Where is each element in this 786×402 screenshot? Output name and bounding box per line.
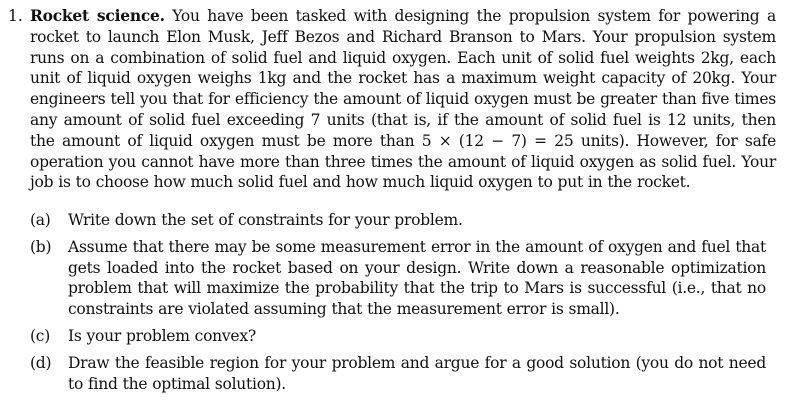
part-a-text: Write down the set of constraints for your problem.	[68, 211, 463, 229]
problem-statement	[30, 6, 776, 193]
problem-number: 1.	[8, 7, 23, 25]
part-d-label: (d)	[30, 353, 52, 372]
problem-title: Rocket science.	[30, 6, 165, 25]
part-b-text: Assume that there may be some measurement error in the amount of oxygen and fuel that gets loaded into the rocket based on your design. Write down a reasonable optimization problem that will maximize the probability that the trip to Mars is successful (i.e., that no constraints are violated assuming that the measurement error is small).	[68, 237, 766, 319]
problem-body-text: You have been tasked with designing the propulsion system for powering a rocket to launch Elon Musk, Jeff Bezos and Richard Branson to Mars. Your propulsion system runs on a combination of solid fuel and liquid oxygen. Each unit of solid fuel weights 2kg, each unit of liquid oxygen weighs 1kg and the rocket has a maximum weight capacity of 20kg. Your engineers tell you that for efficiency the amount of liquid oxygen must be greater than five times any amount of solid fuel exceeding 7 units (that is, if the amount of solid fuel is 12 units, then the amount of liquid oxygen must be more than 5 × (12 − 7) = 25 units). However, for safe operation you cannot have more than three times the amount of liquid oxygen as solid fuel. Your job is to choose how much solid fuel and how much liquid oxygen to put in the rocket.	[30, 7, 776, 192]
part-d-text: Draw the feasible region for your problem and argue for a good solution (you do not need to find the optimal solution).	[68, 353, 766, 393]
problem-parts-list	[30, 210, 766, 400]
part-c	[30, 326, 766, 347]
part-d	[30, 353, 766, 395]
part-b-label: (b)	[30, 237, 52, 256]
part-c-text: Is your problem convex?	[68, 326, 256, 345]
problem-1	[8, 6, 776, 193]
part-a	[30, 210, 766, 231]
part-b	[30, 237, 766, 320]
part-a-label: (a)	[30, 211, 51, 229]
part-c-label: (c)	[30, 326, 51, 345]
